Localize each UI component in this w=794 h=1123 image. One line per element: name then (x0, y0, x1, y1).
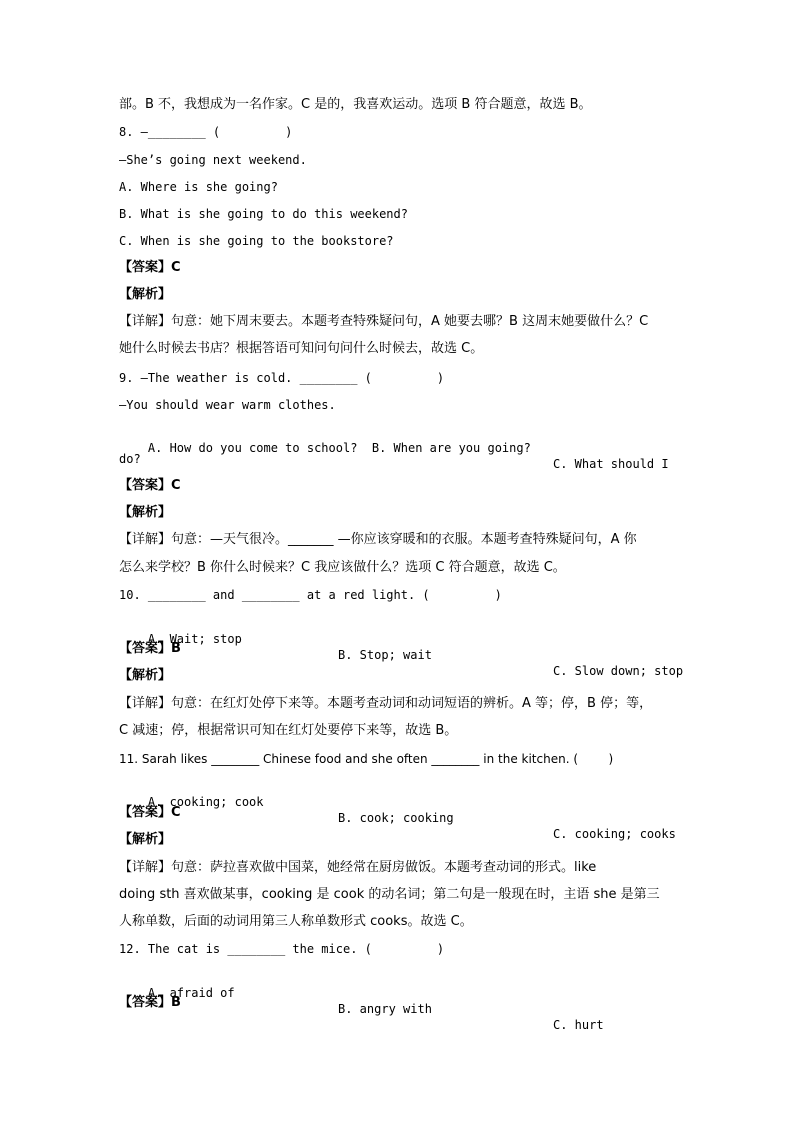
question-10-explanation-line-2: C 减速；停，根据常识可知在红灯处要停下来等，故选 B。 (119, 723, 458, 738)
explanation-7-end: 部。B 不，我想成为一名作家。C 是的，我喜欢运动。选项 B 符合题意，故选 B。 (119, 97, 592, 112)
question-10-option-c: C. Slow down; stop (553, 664, 684, 678)
question-11-option-c: C. cooking; cooks (553, 827, 676, 841)
question-11-option-b: B. cook; cooking (338, 811, 454, 825)
question-11-analysis-label: 【解析】 (119, 832, 172, 847)
question-9-option-c-wrap: do? (119, 452, 141, 466)
question-8-stem: 8. —________ ( ) (119, 125, 293, 139)
question-9-options-row (119, 424, 679, 471)
question-10-analysis-label: 【解析】 (119, 668, 172, 683)
question-9-explanation-line-1: 【详解】句意：—天气很冷。_______ —你应该穿暖和的衣服。本题考查特殊疑问句，A 你 (119, 532, 637, 547)
question-12-answer: 【答案】B (119, 995, 181, 1010)
question-11-option-a: A. cooking; cook (147, 795, 264, 809)
question-12-option-a: A. afraid of (147, 986, 235, 1000)
question-11-explanation-line-3: 人称单数，后面的动词用第三人称单数形式 cooks。故选 C。 (119, 914, 473, 929)
question-11-explanation-line-2: doing sth 喜欢做某事，cooking 是 cook 的动名词；第二句是一般现在时，主语 she 是第三 (119, 887, 660, 902)
question-8-option-b: B. What is she going to do this weekend? (119, 207, 408, 221)
question-10-answer: 【答案】B (119, 641, 181, 656)
question-12-option-c: C. hurt (553, 1018, 604, 1032)
question-10-option-b: B. Stop; wait (338, 648, 432, 662)
question-8-explanation-line-1: 【详解】句意：她下周末要去。本题考查特殊疑问句，A 她要去哪？B 这周末她要做什么？C (119, 314, 649, 329)
question-11-stem: 11. Sarah likes ________ Chinese food and she often ________ in the kitchen. ( ) (119, 752, 614, 766)
question-9-analysis-label: 【解析】 (119, 505, 172, 520)
question-12-option-b: B. angry with (338, 1002, 432, 1016)
question-9-stem: 9. —The weather is cold. ________ ( ) (119, 371, 445, 385)
question-9-explanation-line-2: 怎么来学校？B 你什么时候来？C 我应该做什么？选项 C 符合题意，故选 C。 (119, 560, 566, 575)
question-11-explanation-line-1: 【详解】句意：萨拉喜欢做中国菜，她经常在厨房做饭。本题考查动词的形式。like (119, 860, 597, 875)
question-8-option-c: C. When is she going to the bookstore? (119, 234, 394, 248)
question-9-options-a-b: A. How do you come to school? B. When are you going? (147, 441, 531, 455)
question-9-answer: 【答案】C (119, 478, 181, 493)
question-8-answer: 【答案】C (119, 260, 181, 275)
question-10-stem: 10. ________ and ________ at a red light. ( ) (119, 588, 502, 602)
question-10-option-a: A. Wait; stop (147, 632, 242, 646)
question-11-answer: 【答案】C (119, 805, 181, 820)
question-8-option-a: A. Where is she going? (119, 180, 278, 194)
question-8-explanation-line-2: 她什么时候去书店？根据答语可知问句问什么时候去，故选 C。 (119, 341, 484, 356)
question-8-reply: —She’s going next weekend. (119, 153, 307, 167)
question-10-explanation-line-1: 【详解】句意：在红灯处停下来等。本题考查动词和动词短语的辨析。A 等；停，B 停；等， (119, 696, 653, 711)
question-12-stem: 12. The cat is ________ the mice. ( ) (119, 942, 445, 956)
question-9-option-c: C. What should I (553, 457, 669, 471)
question-9-reply: —You should wear warm clothes. (119, 398, 336, 412)
question-8-analysis-label: 【解析】 (119, 287, 172, 302)
